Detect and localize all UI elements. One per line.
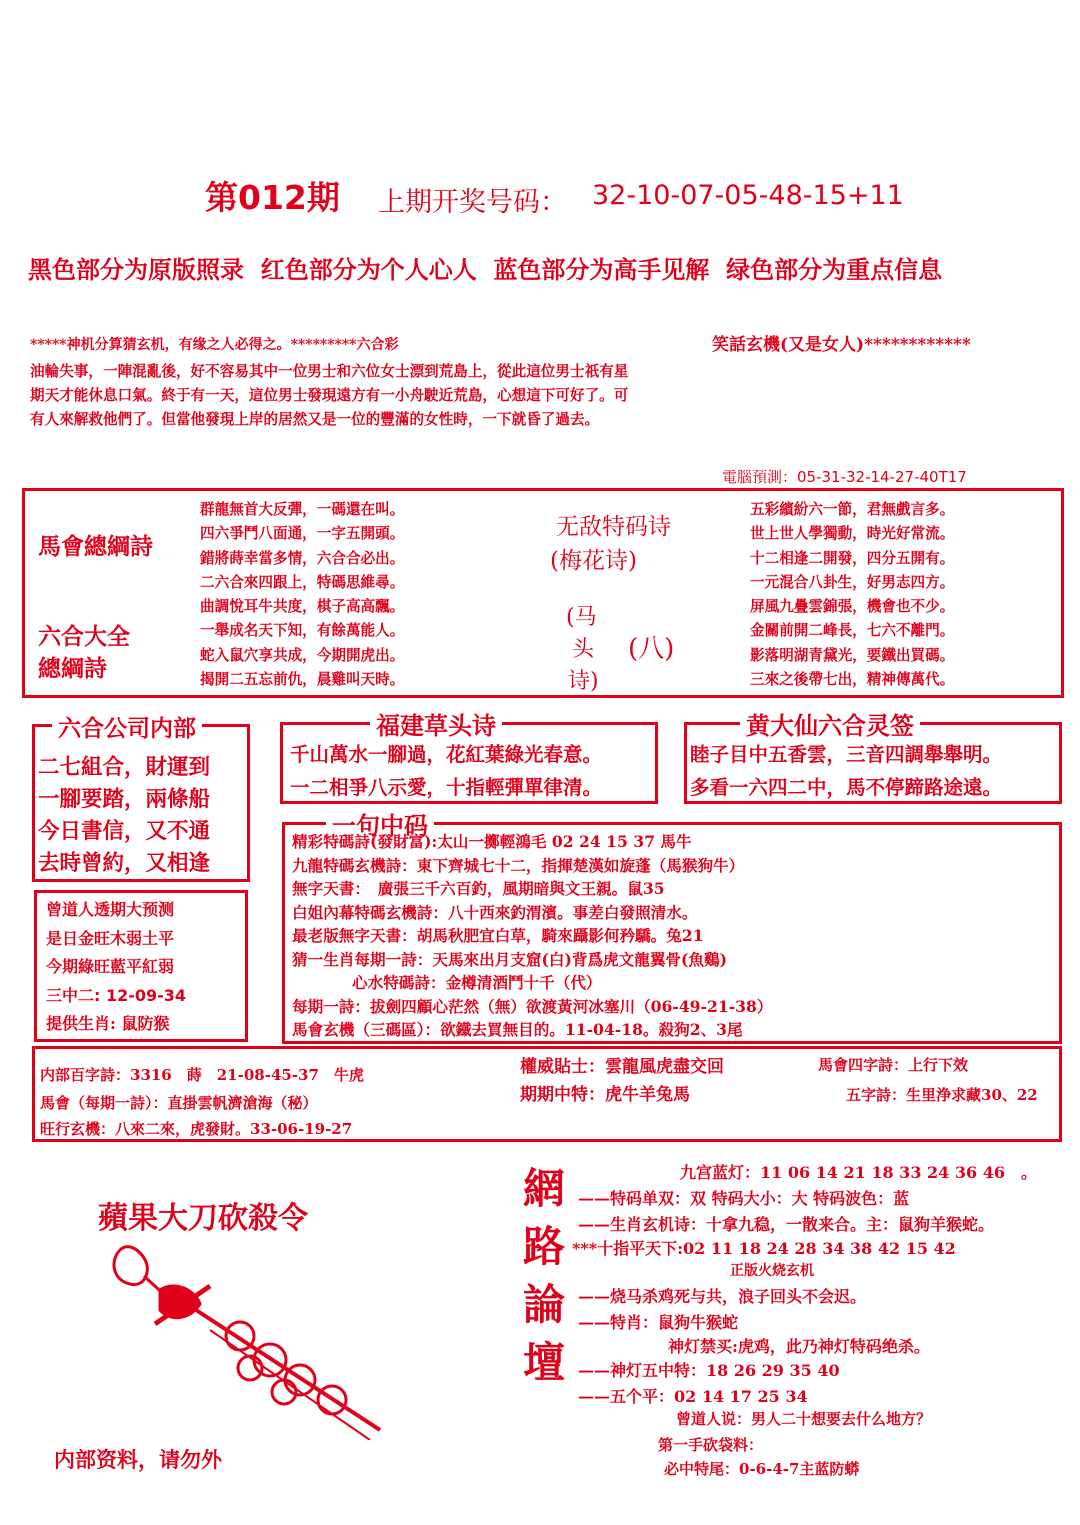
daoren-line: 今期綠旺藍平紅弱 <box>46 957 175 976</box>
computer-forecast: 電腦預測：05-31-32-14-27-40T17 <box>722 468 967 486</box>
intro-line2: 油輪失事，一陣混亂後，好不容易其中一位男士和六位女士漂到荒島上，從此這位男士祇有星 <box>30 363 629 380</box>
forum-title-char: 壇 <box>522 1338 565 1387</box>
forum-line: ——特肖：鼠狗牛猴蛇 <box>578 1313 739 1332</box>
yiju-line: 每期一詩：拔劍四顧心茫然（無）欲渡黃河冰塞川（06-49-21-38） <box>292 996 773 1016</box>
poem-line: 一元混合八卦生，好男志四方。 <box>750 573 955 591</box>
inner-line1: 内部百字詩：3316 蒔 21-08-45-37 牛虎 <box>40 1066 364 1084</box>
poem-line: 曲調悅耳牛共度，棋子高高飄。 <box>200 598 405 616</box>
intro-line4: 有人來解救他們了。但當他發現上岸的居然又是一位的豐滿的女性時，一下就昏了過去。 <box>30 411 600 428</box>
fujian-line: 千山萬水一腳過，花紅葉綠光春意。 <box>290 743 603 766</box>
poem-line: 世上世人學獨動，時光好常流。 <box>750 525 955 543</box>
forum-line: ***十指平天下:02 11 18 24 28 34 38 42 15 42 <box>572 1239 956 1258</box>
matou-number: (八) <box>628 634 675 664</box>
poem-line: 群龍無首大反彈，一碼還在叫。 <box>200 501 405 518</box>
yiju-line: 猜一生肖每期一詩：天馬來出月支窟(白)背爲虎文龍翼骨(魚鷄) <box>292 949 727 969</box>
apple-note: 内部资料，请勿外 <box>54 1447 222 1472</box>
fujian-line: 一二相爭八示愛，十指輕彈單律清。 <box>290 776 603 799</box>
poem-line: 揭開二五忘前仇，晨雞叫天時。 <box>200 671 405 689</box>
forum-line: ——特码单双：双 特码大小：大 特码波色：蓝 <box>578 1189 910 1208</box>
matou-char-3: 诗) <box>568 669 599 694</box>
poem-line: 蛇入鼠穴享共成，今期開虎出。 <box>200 646 405 664</box>
legend-green: 绿色部分为重点信息 <box>726 256 943 284</box>
yiju-line: 馬會玄機（三碼區）：欲鐵去買無目的。11-04-18。殺狗2、3尾 <box>292 1020 743 1039</box>
fujian-lines <box>290 738 602 804</box>
poem-line: 四六爭鬥八面通，一字五開頭。 <box>200 525 405 543</box>
yiju-line: 精彩特碼詩(發財富):太山一擲輕鴻毛 02 24 15 37 馬牛 <box>292 832 692 851</box>
legend-blue: 蓝色部分为高手见解 <box>493 256 710 284</box>
huang-lines <box>690 738 1002 804</box>
poem-line: 屏風九疊雲錦張，機會也不少。 <box>750 598 955 616</box>
poem-line: 金關前開二峰長，七六不離門。 <box>750 622 955 640</box>
mahui-label: 馬會總綱詩 <box>38 533 153 560</box>
auth-tips: 權威貼士：雲龍風虎盡交回 <box>520 1057 724 1077</box>
issue-number: 第012期 <box>205 178 340 217</box>
legend-red: 红色部分为个人心人 <box>260 256 477 284</box>
forum-line: 曾道人说：男人二十想要去什么地方？ <box>676 1410 932 1428</box>
poem-line: 一舉成名天下知，有餘萬能人。 <box>200 622 405 640</box>
daoren-line: 三中二: 12-09-34 <box>46 985 187 1005</box>
forum-line: 神灯禁买:虎鸡，此乃神灯特码绝杀。 <box>668 1337 930 1356</box>
yiju-title: 一句中码 <box>326 806 434 841</box>
forum-title-char: 路 <box>522 1222 565 1271</box>
forum-line: 正版火烧玄机 <box>730 1263 814 1279</box>
forum-line: ——五个平：02 14 17 25 34 <box>578 1387 808 1406</box>
company-line: 一腳要踏，兩條船 <box>38 787 211 812</box>
forum-line: 九宫蓝灯：11 06 14 21 18 33 24 36 46 。 <box>680 1163 1037 1182</box>
daoren-lines <box>46 896 186 1039</box>
inner-line3: 旺行玄機：八來二來，虎發財。33-06-19-27 <box>40 1120 353 1138</box>
legend <box>28 250 942 285</box>
company-line: 今日書信，又不通 <box>38 819 211 844</box>
poem-line: 錯將蒔幸當多情，六合合必出。 <box>200 549 405 567</box>
apple-title: 蘋果大刀砍殺令 <box>98 1201 308 1236</box>
matou-char-1: (马 <box>566 605 597 630</box>
huang-line: 多看一六四二中，馬不停蹄路途遠。 <box>690 776 1003 799</box>
poem-line: 影落明湖青黛光，要鐵出買碼。 <box>750 646 955 664</box>
sword-icon <box>100 1240 400 1440</box>
daoren-line: 提供生肖: 鼠防猴 <box>46 1014 170 1033</box>
company-line: 二七組合，財運到 <box>38 755 211 780</box>
company-line: 去時曾約，又相逢 <box>38 851 211 876</box>
forum-line: 必中特尾：0-6-4-7主蓝防蟒 <box>664 1460 860 1478</box>
forum-title-char: 論 <box>522 1280 565 1329</box>
liuhe-label-a: 六合大全 <box>38 623 130 650</box>
intro-line1-right: 笑話玄機(又是女人)************ <box>712 335 971 355</box>
fujian-title: 福建草头诗 <box>370 706 502 741</box>
yiju-line: 心水特碼詩：金樽清酒鬥十千（代） <box>352 973 602 992</box>
wudi-title: 无敌特码诗 <box>556 514 671 540</box>
intro-line1-left: *****神机分算猜玄机，有缘之人必得之。*********六合彩 <box>30 337 399 353</box>
matou-char-2: 头 <box>572 637 595 662</box>
yiju-line: 最老版無字天書：胡馬秋肥宜白草，騎來躡影何矜驕。兔21 <box>292 926 704 945</box>
liuhe-label-b: 總綱詩 <box>38 655 107 682</box>
mahui-four: 馬會四字詩：上行下效 <box>818 1056 969 1074</box>
period-special: 期期中特：虎牛羊兔馬 <box>520 1085 690 1105</box>
yiju-line: 九龍特碼玄機詩：東下齊城七十二，指揮楚漢如旋蓬（馬猴狗牛） <box>292 855 745 875</box>
poem-col-1 <box>200 498 404 692</box>
forum-title-char: 網 <box>522 1164 565 1213</box>
poem-line: 五彩繽紛六一節，君無戲言多。 <box>750 501 955 518</box>
forum-line: ——神灯五中特：18 26 29 35 40 <box>578 1361 840 1380</box>
poem-line: 三來之後帶七出，精神傳萬代。 <box>750 671 955 689</box>
last-draw-numbers: 32-10-07-05-48-15+11 <box>592 180 904 211</box>
poem-line: 二六合來四跟上，特碼思維尋。 <box>200 573 405 591</box>
forum-line: ——生肖玄机诗：十拿九稳，一散来合。主：鼠狗羊猴蛇。 <box>578 1215 995 1234</box>
poem-col-2 <box>750 498 954 692</box>
five-char: 五字詩：生里浄求藏30、22 <box>846 1086 1038 1104</box>
poem-line: 十二相逢二開發，四分五開有。 <box>750 549 955 567</box>
inner-line2: 馬會（每期一詩）：直掛雲帆濟滄海（秘） <box>40 1094 318 1112</box>
yiju-line: 無字天書： 廣張三千六百釣，風期暗與文王親。鼠35 <box>292 879 665 898</box>
legend-black: 黑色部分为原版照录 <box>28 256 244 284</box>
last-draw-label: 上期开奖号码： <box>378 187 567 218</box>
daoren-line: 是日金旺木弱土平 <box>46 928 175 948</box>
company-title: 六合公司内部 <box>52 710 202 743</box>
yiju-lines <box>292 830 772 1042</box>
company-lines <box>38 752 210 880</box>
forum-line: ——烧马杀鸡死与共，浪子回头不会迟。 <box>578 1287 867 1306</box>
intro-line3: 期天才能休息口氣。終于有一天，這位男士發現遠方有一小舟駛近荒島，心想這下可好了。可 <box>30 387 629 404</box>
daoren-line: 曾道人透期大预测 <box>46 900 175 919</box>
huang-line: 睦子目中五香雲，三音四調舉舉明。 <box>690 743 1003 766</box>
yiju-line: 白姐內幕特碼玄機詩：八十西來釣渭濱。事差白發照清水。 <box>292 902 698 922</box>
huang-title: 黄大仙六合灵签 <box>740 706 920 741</box>
forum-vertical-title <box>516 1160 572 1392</box>
forum-line: 第一手砍袋料： <box>658 1436 764 1454</box>
meihua-title: (梅花诗) <box>550 548 637 574</box>
